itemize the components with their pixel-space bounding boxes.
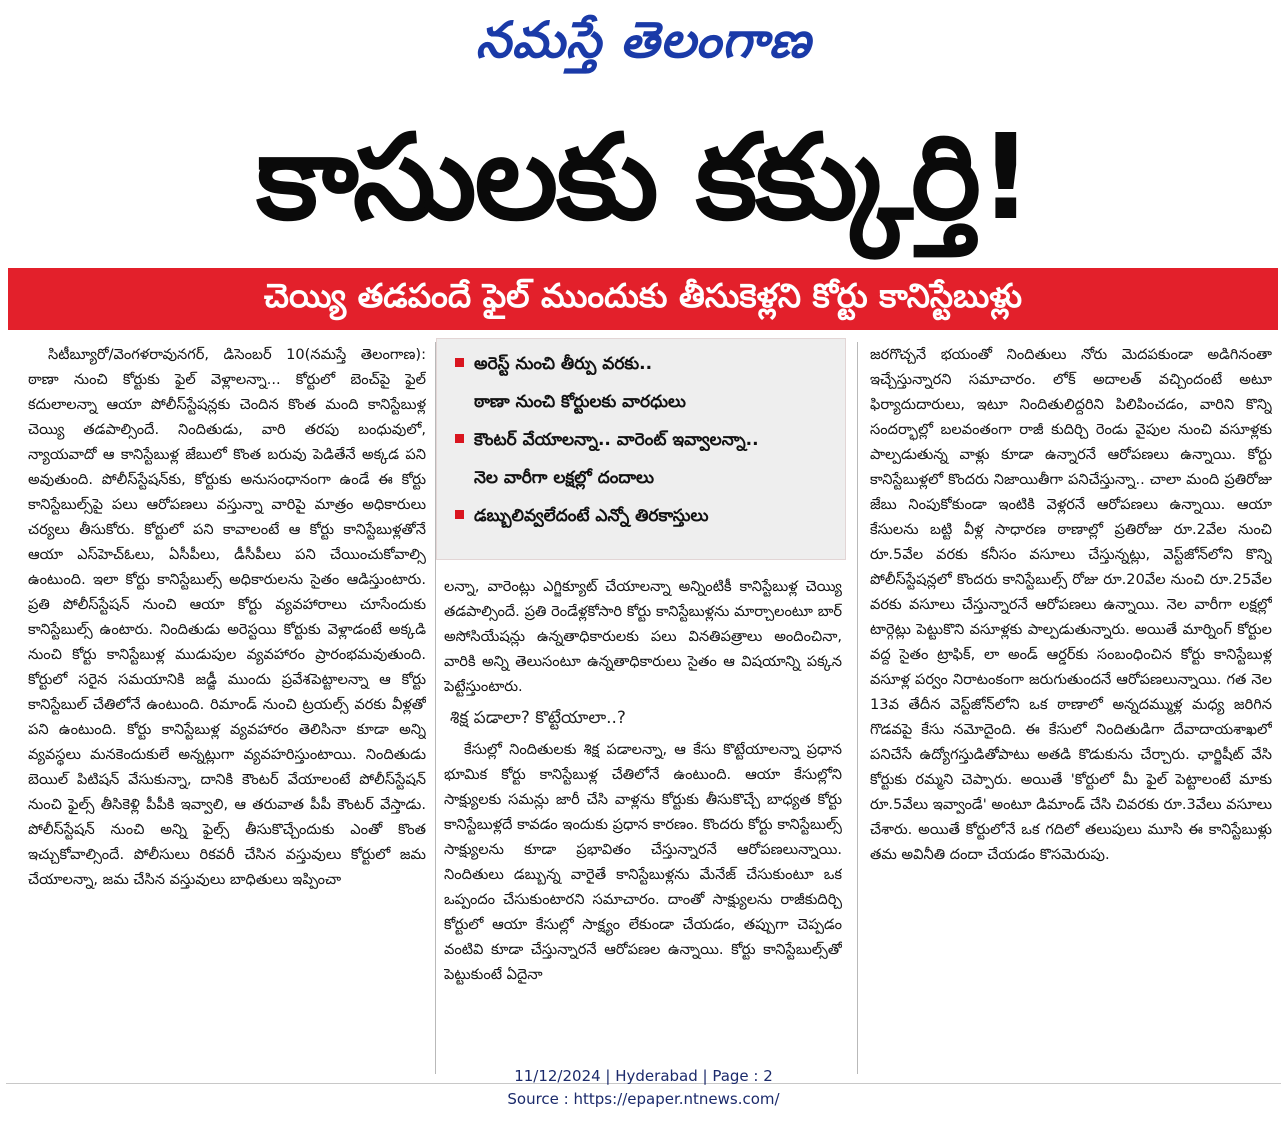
headline-text: కాసులకు కక్కుర్తి! bbox=[256, 108, 1031, 246]
column-3-text: జరగొచ్చనే భయంతో నిందితులు నోరు మెదపకుండా అడిగినంతా ఇచ్చేస్తున్నారని సమాచారం. లోక్ అదాలత్ వచ్చిందంటే అటూ ఫిర్యాదుదారులు, ఇటూ నిందితులిద్దరిని పిలిపించడం, వారిని కొన్ని సందర్భాల్లో బలవంతంగా రాజీ కుదిర్చి రెండు వైపుల నుంచి వసూళ్లకు పాల్పడుతున్న వాళ్లు కూడా ఉన్నారనే ఆరోపణలు ఉన్నాయి. కోర్టు కానిస్టేబుళ్లలో కొందరు నిజాయితీగా పనిచేస్తున్నా.. చాలా మంది ప్రతిరోజు జేబు నింపుకోకుండా ఇంటికి వెళ్లరనే ఆరోపణలు ఉన్నాయి. ఆయా కేసులను బట్టి వీళ్ల సాధారణ ఠాణాల్లో ప్రతిరోజు రూ.2వేల నుంచి రూ.5వేల వరకు కనీసం వసూలు చేస్తున్నట్లు, వెస్ట్‌జోన్‌లోని కొన్ని పోలీస్‌స్టేషన్లలో కొందరు కానిస్టేబుల్స్ రోజు రూ.20వేల నుంచి రూ.25వేల వరకు వసూలు చేస్తున్నారనే ఆరోపణలు ఉన్నాయి. నెల వారీగా లక్షల్లో టార్గెట్లు పెట్టుకొని వసూళ్లకు పాల్పడుతున్నారు. అయితే మార్నింగ్ కోర్టుల వద్ద సైతం ట్రాఫిక్, లా అండ్ ఆర్డర్‌కు సంబంధించిన కోర్టు కానిస్టేబుళ్ల వసూళ్ల పర్వం నిరాటంకంగా జరుగుతుందనే ఆరోపణలున్నాయి. గత నెల 13వ తేదీన వెస్ట్‌జోన్‌లోని ఒక ఠాణాలో అన్నదమ్ముళ్ల మధ్య జరిగిన గొడవపై కేసు నమోదైంది. ఈ కేసులో నిందితుడిగా దేవాదాయశాఖలో పనిచేసే ఉద్యోగస్తుడితోపాటు అతడి కొడుకును చేర్చారు. ఛార్జిషీట్ వేసి కోర్టుకు రమ్మని చెప్పారు. అయితే 'కోర్టులో మీ ఫైల్ పెట్టాలంటే మాకు రూ.5వేలు ఇవ్వాండే' అంటూ డిమాండ్ చేసి చివరకు రూ.3వేలు వసూలు చేశారు. అయితే కోర్టులోనే ఒక గదిలో తలుపులు మూసి ఈ కానిస్టేబుళ్లు తమ అవినీతి దందా చేయడం కొసమెరుపు. bbox=[870, 346, 1272, 863]
highlight-item: అరెస్ట్ నుంచి తీర్పు వరకు.. bbox=[455, 349, 835, 379]
highlights-box bbox=[436, 338, 846, 560]
column-1-text: సిటీబ్యూరో/వెంగళరావునగర్, డిసెంబర్ 10(నమస్తే తెలంగాణ): ఠాణా నుంచి కోర్టుకు ఫైల్ వెళ్లాలన్నా... కోర్టులో బెంచ్‌పై ఫైల్ కదులాలన్నా ఆయా పోలీస్‌స్టేషన్లకు చెందిన కొంత మంది కానిస్టేబుళ్ల చెయ్యి తడపాల్సిందే. నిందితుడు, వారి తరపు బంధువులో, న్యాయవాదో ఆ కానిస్టేబుళ్ల జేబులో కొంత బరువు పెడితేనే అక్కడ పని అవుతుంది. పోలీస్‌స్టేషన్‌కు, కోర్టుకు అనుసంధానంగా ఉండే ఈ కోర్టు కానిస్టేబుల్స్‌పై పలు ఆరోపణలు వస్తున్నా వారిపై మాత్రం అధికారులు చర్యలు తీసుకోరు. కోర్టులో పని కావాలంటే ఆ కోర్టు కానిస్టేబుళ్లతోనే ఆయా ఎస్‌హెచ్‌ఓలు, ఏసీపీలు, డీసీపీలు పని చేయించుకోవాల్సి ఉంటుంది. ఇలా కోర్టు కానిస్టేబుల్స్ అధికారులను సైతం ఆడిస్తుంటారు. ప్రతి పోలీస్‌స్టేషన్ నుంచి ఆయా కోర్టు వ్యవహారాలు చూసేందుకు కానిస్టేబుల్స్ ఉంటారు. నిందితుడు అరెస్టయి కోర్టుకు వెళ్లాడంటే అక్కడి నుంచి కోర్టు కానిస్టేబుళ్ల ముడుపుల వ్యవహారం ప్రారంభమవుతుంది. కోర్టులో సరైన సమయానికి జడ్జీ ముందు ప్రవేశపెట్టాలన్నా ఆ కోర్టు కానిస్టేబుల్ చేతిలోనే ఉంటుంది. రిమాండ్ నుంచి ట్రయల్స్ వరకు వీళ్లతో పని ఉంటుంది. కోర్టు కానిస్టేబుళ్ల వ్యవహారం తెలిసినా కూడా అన్ని వ్యవస్థలు మనకెందుకులే అన్నట్లుగా వ్యవహరిస్తుంటాయి. నిందితుడు బెయిల్ పిటిషన్ వేసుకున్నా, దానికి కౌంటర్ వేయాలంటే పోలీస్‌స్టేషన్ నుంచి ఫైల్స్ తీసికెళ్లి పీపీకి ఇవ్వాలి, ఆ తరువాత పీపీ కౌంటర్ వేస్తాడు. పోలీస్‌స్టేషన్ నుంచి అన్ని ఫైల్స్ తీసుకొచ్చేందుకు ఎంతో కొంత ఇచ్చుకోవాల్సిందే. పోలీసులు రికవరీ చేసిన వస్తువులు కోర్టులో జమ చేయాలన్నా, జమ చేసిన వస్తువులు బాధితులు ఇప్పించా bbox=[28, 346, 426, 888]
subheadline-banner bbox=[8, 268, 1278, 330]
masthead bbox=[0, 8, 1287, 72]
footer-source: Source : https://epaper.ntnews.com/ bbox=[507, 1090, 780, 1108]
column-divider bbox=[857, 342, 858, 1074]
highlight-item: నెల వారీగా లక్షల్లో దందాలు bbox=[474, 468, 654, 488]
article-column-2-bottom bbox=[444, 737, 842, 1074]
column-2-bottom-text: కేసుల్లో నిందితులకు శిక్ష పడాలన్నా, ఆ కేసు కొట్టేయాలన్నా ప్రధాన భూమిక కోర్టు కానిస్టేబుళ్ల చేతిలోనే ఉంటుంది. ఆయా కేసుల్లోని సాక్ష్యులకు సమన్లు జారీ చేసి వాళ్లను కోర్టుకు తీసుకొచ్చే బాధ్యత కోర్టు కానిస్టేబుళ్లదే కావడం ఇందుకు ప్రధాన కారణం. కొందరు కోర్టు కానిస్టేబుల్స్ సాక్ష్యులను కూడా ప్రభావితం చేస్తున్నారనే ఆరోపణలున్నాయి. నిందితులు డబ్బున్న వారైతే కానిస్టేబుళ్లను మేనేజ్ చేసుకుంటూ ఒక ఒప్పందం చేసుకుంటారని సమాచారం. దాంతో సాక్ష్యులను రాజీకుదిర్చి కోర్టులో ఆయా కేసుల్లో సాక్ష్యం లేకుండా చేయడం, తప్పుగా చెప్పడం వంటివి కూడా చేస్తున్నారనే ఆరోపణల ఉన్నాయి. కోర్టు కానిస్టేబుల్స్‌తో పెట్టుకుంటే ఏదైనా bbox=[444, 741, 842, 983]
section-subheading: శిక్ష పడాలా? కొట్టేయాలా..? bbox=[450, 708, 626, 728]
article-column-1 bbox=[28, 342, 426, 1074]
masthead-title: నమస్తే తెలంగాణ bbox=[475, 11, 812, 69]
headline bbox=[0, 92, 1287, 262]
highlight-item: డబ్బులివ్వలేదంటే ఎన్నో తిరకాస్తులు bbox=[455, 501, 835, 531]
article-column-3 bbox=[870, 342, 1272, 1074]
article-column-2-top bbox=[444, 574, 842, 698]
highlight-item: కౌంటర్ వేయాలన్నా.. వారెంట్ ఇవ్వాలన్నా.. bbox=[455, 425, 835, 455]
footer-edition: 11/12/2024 | Hyderabad | Page : 2 bbox=[514, 1067, 773, 1085]
subheadline-text: చెయ్యి తడపందే ఫైల్ ముందుకు తీసుకెళ్లని కోర్టు కానిస్టేబుళ్లు bbox=[263, 275, 1023, 315]
highlight-item: ఠాణా నుంచి కోర్టులకు వారధులు bbox=[474, 392, 686, 412]
column-2-top-text: లన్నా, వారెంట్లు ఎగ్జిక్యూట్ చేయాలన్నా అన్నింటికీ కానిస్టేబుళ్ల చెయ్యి తడపాల్సిందే. ప్రతి రెండేళ్లకోసారి కోర్టు కానిస్టేబుళ్లను మార్చాలంటూ బార్ అసోసియేషన్లు ఉన్నతాధికారులకు పలు వినతిపత్రాలు అందించినా, వారికి అన్ని తెలుసంటూ ఉన్నతాధికారులు సైతం ఆ విషయాన్ని పక్కన పెట్టేస్తుంటారు. bbox=[444, 578, 842, 695]
